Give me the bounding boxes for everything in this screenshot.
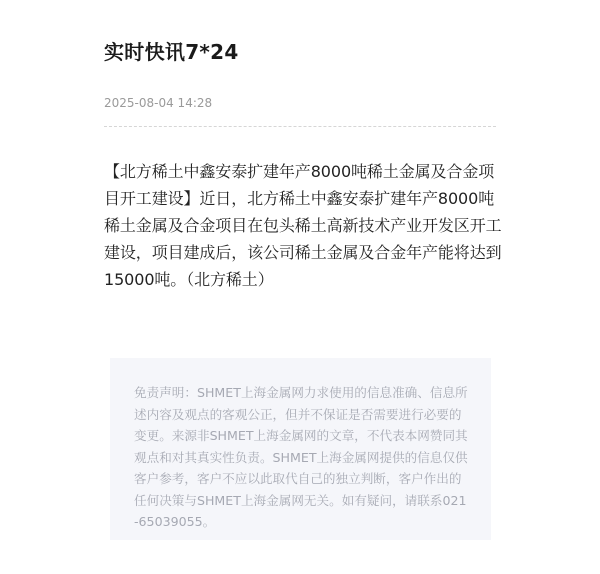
- publish-timestamp: 2025-08-04 14:28: [104, 96, 213, 110]
- disclaimer-text: 免责声明：SHMET上海金属网力求使用的信息准确、信息所述内容及观点的客观公正，但并不保证是否需要进行必要的变更。来源非SHMET上海金属网的文章，不代表本网赞同其观点和对其真实性负责。SHMET上海金属网提供的信息仅供客户参考，客户不应以此取代自己的独立判断，客户作出的任何决策与SHMET上海金属网无关。如有疑问，请联系021-65039055。: [134, 385, 468, 529]
- article-body: 【北方稀土中鑫安泰扩建年产8000吨稀土金属及合金项目开工建设】近日，北方稀土中鑫安泰扩建年产8000吨稀土金属及合金项目在包头稀土高新技术产业开发区开工建设，项目建成后，该公司稀土金属及合金年产能将达到15000吨。（北方稀土）: [104, 162, 502, 289]
- page-title: 实时快讯7*24: [104, 40, 239, 64]
- disclaimer-box: [110, 358, 491, 540]
- dashed-divider: [104, 126, 496, 127]
